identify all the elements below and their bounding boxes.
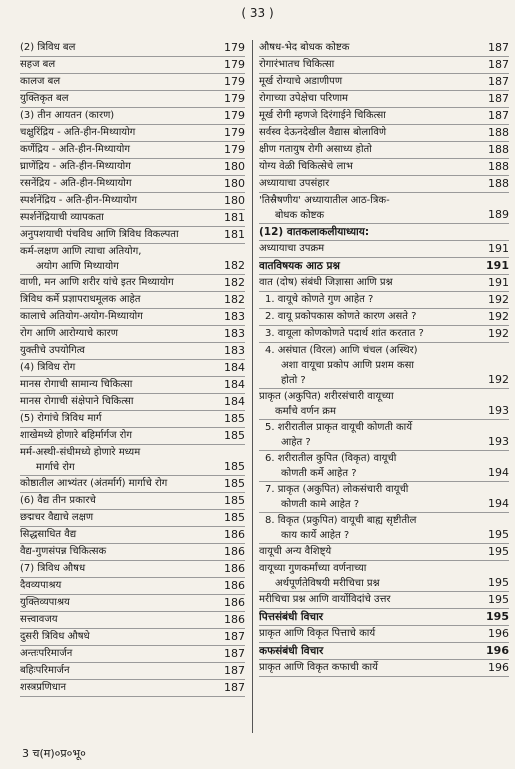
toc-entry-page: 187: [488, 58, 509, 71]
toc-entry: [259, 292, 509, 309]
toc-entry-page: 186: [224, 613, 245, 626]
toc-entry-page: 187: [488, 75, 509, 88]
toc-entry: [20, 680, 245, 697]
toc-entry-page: 187: [488, 109, 509, 122]
toc-entry-title: 4. असंघात (विरल) आणि चंचल (अस्थिर): [265, 345, 418, 356]
toc-entry: [20, 476, 245, 493]
toc-entry: [259, 592, 509, 609]
toc-entry-title-continued: कोणती कर्मे आहेत ?: [281, 468, 357, 479]
toc-entry: [20, 561, 245, 578]
toc-entry: [20, 292, 245, 309]
toc-entry-title: दैवव्यपाश्रय: [20, 580, 62, 591]
toc-left-column: [20, 40, 245, 733]
toc-entry-title: युक्तीचे उपयोगित्व: [20, 345, 85, 356]
toc-entry-title: स्पर्शनेंद्रियाची व्यापकता: [20, 212, 104, 223]
toc-entry: [259, 193, 509, 224]
toc-entry-page: 191: [488, 276, 509, 289]
toc-entry-page: 195: [486, 610, 509, 623]
toc-entry-title: (3) तीन आयतन (कारण): [20, 110, 115, 121]
toc-entry: [259, 513, 509, 544]
toc-entry-title: वातविषयक आठ प्रश्न: [259, 260, 340, 272]
toc-entry-page: 196: [488, 627, 509, 640]
toc-entry-title: अध्यायाचा उपक्रम: [259, 243, 325, 254]
toc-entry-page: 195: [488, 545, 509, 558]
toc-entry-page: 186: [224, 596, 245, 609]
toc-entry-title-continued: मार्गाचे रोग: [36, 462, 75, 473]
toc-entry: [20, 125, 245, 142]
toc-entry-title: पित्तसंबंधी विचार: [259, 611, 324, 623]
toc-entry-page: 180: [224, 160, 245, 173]
toc-entry-page: 195: [488, 576, 509, 589]
toc-entry-title: 5. शरीरातील प्राकृत वायूची कोणती कार्ये: [265, 422, 413, 433]
toc-entry-page: 180: [224, 177, 245, 190]
toc-entry: [20, 663, 245, 680]
toc-entry-title: औषध-भेद बोधक कोष्टक: [259, 42, 350, 53]
toc-entry-title: मानस रोगाची संक्षेपाने चिकित्सा: [20, 396, 134, 407]
toc-entry: [20, 309, 245, 326]
toc-entry: [259, 91, 509, 108]
toc-entry-title: 3. वायूला कोणकोणते पदार्थ शांत करतात ?: [265, 328, 424, 339]
toc-entry-page: 183: [224, 310, 245, 323]
toc-entry-page: 185: [224, 494, 245, 507]
toc-entry-title: स्पर्शनेंद्रिय - अति-हीन-मिथ्यायोग: [20, 195, 138, 206]
toc-entry-page: 185: [224, 429, 245, 442]
toc-entry: [20, 510, 245, 527]
toc-entry-title: सिद्धसाधित वैद्य: [20, 529, 77, 540]
toc-entry-page: 188: [488, 160, 509, 173]
toc-entry-title: कोष्ठातील आभ्यंतर (अंतर्मार्ग) मार्गाचे रोग: [20, 478, 168, 489]
toc-entry-page: 183: [224, 327, 245, 340]
toc-entry: [259, 258, 509, 275]
toc-entry-page: 187: [224, 630, 245, 643]
toc-entry: [20, 428, 245, 445]
toc-entry: [20, 176, 245, 193]
toc-entry-page: 179: [224, 109, 245, 122]
toc-entry-title: (4) त्रिविध रोग: [20, 362, 76, 373]
toc-entry: [259, 74, 509, 91]
toc-entry-page: 191: [488, 242, 509, 255]
toc-entry-page: 186: [224, 562, 245, 575]
toc-entry-title: मरीचिचा प्रश्न आणि वार्योविदांचे उत्तर: [259, 594, 391, 605]
toc-entry-page: 182: [224, 276, 245, 289]
toc-entry-title: वायूच्या गुणकर्मांच्या वर्णनाच्या: [259, 563, 367, 574]
toc-entry-title: कर्णेद्रिय - अति-हीन-मिथ्यायोग: [20, 144, 131, 155]
toc-entry-page: 185: [224, 511, 245, 524]
toc-entry-title: प्राकृत आणि विकृत पित्ताचे कार्य: [259, 628, 376, 639]
toc-entry-title-continued: काय कार्ये आहेत ?: [281, 530, 350, 541]
toc-entry-title: प्राकृत (अकुपित) शरीरसंचारी वायूच्या: [259, 391, 394, 402]
toc-entry-page: 194: [488, 466, 509, 479]
toc-entry: [20, 275, 245, 292]
toc-entry-page: 188: [488, 126, 509, 139]
toc-entry-page: 192: [488, 373, 509, 386]
toc-entry-page: 195: [488, 528, 509, 541]
toc-entry-title: 7. प्राकृत (अकुपित) लोकसंचारी वायूची: [265, 484, 409, 495]
toc-entry-page: 193: [488, 404, 509, 417]
toc-entry-title: कर्म-लक्षण आणि त्याचा अतियोग,: [20, 246, 142, 257]
toc-entry-page: 182: [224, 293, 245, 306]
toc-entry-page: 186: [224, 528, 245, 541]
toc-entry-page: 193: [488, 435, 509, 448]
toc-entry-title: युक्तिकृत बल: [20, 93, 69, 104]
toc-entry: [20, 646, 245, 663]
toc-entry-title: 2. वायू प्रकोपकास कोणते कारण असते ?: [265, 311, 417, 322]
toc-entry: [20, 244, 245, 275]
toc-entry-page: 180: [224, 194, 245, 207]
toc-entry-title: अनुपशयाची पंचविध आणि त्रिविध विकल्पता: [20, 229, 179, 240]
toc-entry-title: मूर्ख रोगी म्हणजे दिरंगाईने चिकित्सा: [259, 110, 386, 121]
toc-entry-page: 182: [224, 259, 245, 272]
toc-entry-page: 191: [486, 259, 509, 272]
toc-entry-title: घ्राणेंद्रिय - अति-हीन-मिथ्यायोग: [20, 161, 131, 172]
toc-entry: [259, 643, 509, 660]
toc-entry: [259, 561, 509, 592]
toc-entry: [259, 326, 509, 343]
toc-entry: [20, 377, 245, 394]
toc-entry: [259, 544, 509, 561]
toc-entry-title: कफसंबंधी विचार: [259, 645, 324, 657]
toc-entry-title-continued: आहेत ?: [281, 437, 311, 448]
toc-entry-page: 187: [488, 41, 509, 54]
toc-entry: [259, 275, 509, 292]
toc-entry-title: रोग आणि आरोग्याचे कारण: [20, 328, 118, 339]
toc-entry-title: कालाचे अतियोग-अयोग-मिथ्यायोग: [20, 311, 143, 322]
toc-entry-page: 186: [224, 545, 245, 558]
toc-entry-page: 192: [488, 293, 509, 306]
toc-entry-title: (7) त्रिविध औषध: [20, 563, 86, 574]
toc-entry-title-continued: अर्थपूर्णतेविषयी मरीचिचा प्रश्न: [275, 578, 380, 589]
toc-entry-title: छद्मचर वैद्याचे लक्षण: [20, 512, 94, 523]
toc-entry-title: दुसरी त्रिविध औषधे: [20, 631, 90, 642]
toc-entry-title: क्षीण गतायुष रोगी असाध्य होतो: [259, 144, 372, 155]
toc-entry-page: 188: [488, 143, 509, 156]
toc-entry-title-continued: होतो ?: [281, 375, 306, 386]
toc-entry: [20, 193, 245, 210]
toc-entry: [20, 142, 245, 159]
toc-entry: [20, 394, 245, 411]
toc-entry: [259, 451, 509, 482]
toc-entry-title: युक्तिव्यपाश्रय: [20, 597, 70, 608]
toc-entry-page: 179: [224, 143, 245, 156]
footer-signature: 3 च(म)०प्र०भू०: [22, 747, 86, 760]
toc-entry: [20, 578, 245, 595]
toc-entry-title: मर्म-अस्थी-संधीमध्ये होणारे मध्यम: [20, 447, 141, 458]
toc-entry-title: शस्त्रप्रणिधान: [20, 682, 67, 693]
toc-entry-page: 195: [488, 593, 509, 606]
toc-entry-title: सहज बल: [20, 59, 56, 70]
toc-entry-title: (5) रोगांचे त्रिविध मार्ग: [20, 413, 102, 424]
toc-entry: [20, 227, 245, 244]
toc-entry: [20, 57, 245, 74]
toc-entry-title-continued: कर्मांचे वर्णन क्रम: [275, 406, 336, 417]
toc-entry-page: 192: [488, 310, 509, 323]
toc-entry: [259, 309, 509, 326]
toc-entry-page: 186: [224, 579, 245, 592]
toc-entry-title: (2) त्रिविध बल: [20, 42, 76, 53]
toc-entry: [20, 629, 245, 646]
toc-entry-title: वैद्य-गुणसंपन्न चिकित्सक: [20, 546, 107, 557]
toc-entry: [20, 159, 245, 176]
toc-entry-title: वाणी, मन आणि शरीर यांचे इतर मिथ्यायोग: [20, 277, 174, 288]
toc-entry-page: 187: [488, 92, 509, 105]
toc-entry: [20, 74, 245, 91]
toc-entry-title: सत्त्वावजय: [20, 614, 58, 625]
toc-entry: [259, 626, 509, 643]
toc-entry: [20, 360, 245, 377]
toc-entry: [259, 482, 509, 513]
toc-entry: [20, 91, 245, 108]
toc-entry: [259, 57, 509, 74]
toc-entry-title: रसनेंद्रिय - अति-हीन-मिथ्यायोग: [20, 178, 132, 189]
toc-entry-title: 8. विकृत (प्रकुपित) वायूची बाह्य सृष्टीतील: [265, 515, 417, 526]
toc-entry: [20, 612, 245, 629]
toc-entry-title-continued: बोधक कोष्टक: [275, 210, 325, 221]
toc-entry-page: 179: [224, 41, 245, 54]
toc-entry-title: मूर्ख रोग्याचे अडाणीपण: [259, 76, 343, 87]
page-number: ( 33 ): [241, 6, 274, 20]
toc-entry-page: 187: [224, 681, 245, 694]
toc-entry: [259, 108, 509, 125]
toc-entry: [20, 108, 245, 125]
toc-entry-page: 179: [224, 92, 245, 105]
toc-entry-page: 188: [488, 177, 509, 190]
toc-entry-page: 187: [224, 664, 245, 677]
toc-entry-title: योग्य वेळी चिकित्सेचे लाभ: [259, 161, 353, 172]
toc-entry-page: 185: [224, 477, 245, 490]
toc-entry-title-continued: अयोग आणि मिथ्यायोग: [36, 261, 119, 272]
toc-entry: [259, 660, 509, 677]
toc-entry: [20, 544, 245, 561]
toc-entry: [20, 411, 245, 428]
toc-entry: [20, 210, 245, 227]
toc-entry-page: 185: [224, 412, 245, 425]
toc-entry-title: कालज बल: [20, 76, 61, 87]
toc-entry-title: सर्वस्व देऊनदेखील वैद्यास बोलाविणे: [259, 127, 387, 138]
toc-entry-title: 1. वायूचे कोणते गुण आहेत ?: [265, 294, 374, 305]
toc-entry-page: 179: [224, 58, 245, 71]
toc-entry-page: 194: [488, 497, 509, 510]
toc-entry-page: 196: [488, 661, 509, 674]
toc-entry-page: 184: [224, 361, 245, 374]
toc-entry: [259, 159, 509, 176]
toc-entry: [259, 389, 509, 420]
toc-entry: [20, 527, 245, 544]
toc-entry: [20, 40, 245, 57]
toc-entry: [259, 241, 509, 258]
toc-entry-title: रोगारंभातच चिकित्सा: [259, 59, 335, 70]
toc-entry-page: 196: [486, 644, 509, 657]
toc-entry-title: वायूची अन्य वैशिष्ट्ये: [259, 546, 332, 557]
toc-entry-title: वात (दोष) संबंधी जिज्ञासा आणि प्रश्न: [259, 277, 393, 288]
toc-entry-page: 181: [224, 228, 245, 241]
toc-entry-title: रोगाच्या उपेक्षेचा परिणाम: [259, 93, 349, 104]
toc-entry-title-continued: कोणती कामे आहेत ?: [281, 499, 360, 510]
toc-entry-title: शाखेमध्ये होणारे बहिर्मार्गज रोग: [20, 430, 132, 441]
toc-entry: [20, 326, 245, 343]
toc-entry: [20, 343, 245, 360]
toc-entry-title: मानस रोगाची सामान्य चिकित्सा: [20, 379, 133, 390]
toc-entry-page: 179: [224, 126, 245, 139]
toc-entry-page: 184: [224, 378, 245, 391]
toc-entry-title: 'तिस्रैषणीय' अध्यायातील आठ-त्रिक-: [259, 195, 390, 206]
toc-entry: [20, 445, 245, 476]
toc-entry-title: प्राकृत आणि विकृत कफाची कार्ये: [259, 662, 378, 673]
toc-entry: [20, 595, 245, 612]
toc-entry-page: 187: [224, 647, 245, 660]
toc-entry-title-continued: अशा वायूचा प्रकोप आणि प्रशम कसा: [281, 360, 414, 371]
toc-entry: [259, 125, 509, 142]
toc-entry-title: (12) वातकलाकलीयाध्याय:: [259, 226, 370, 238]
toc-entry-title: बहिःपरिमार्जन: [20, 665, 70, 676]
toc-entry-title: अध्यायाचा उपसंहार: [259, 178, 330, 189]
toc-entry-title: त्रिविध कर्मे प्रज्ञापराधमूलक आहेत: [20, 294, 141, 305]
toc-entry-title: अन्तःपरिमार्जन: [20, 648, 73, 659]
toc-entry: [259, 343, 509, 389]
toc-entry: [259, 176, 509, 193]
toc-entry-title: (6) वैद्य तीन प्रकारचे: [20, 495, 96, 506]
toc-entry: [259, 224, 509, 241]
toc-entry-page: 179: [224, 75, 245, 88]
toc-entry-page: 184: [224, 395, 245, 408]
toc-entry: [259, 142, 509, 159]
toc-entry-page: 181: [224, 211, 245, 224]
toc-right-column: [252, 40, 509, 733]
toc-entry-page: 192: [488, 327, 509, 340]
toc-entry: [259, 609, 509, 626]
toc-entry-title: 6. शरीरातील कुपित (विकृत) वायूची: [265, 453, 397, 464]
toc-entry: [259, 420, 509, 451]
toc-entry: [20, 493, 245, 510]
toc-entry-page: 185: [224, 460, 245, 473]
toc-entry: [259, 40, 509, 57]
toc-entry-title: चक्षुरिंद्रिय - अति-हीन-मिथ्यायोग: [20, 127, 136, 138]
toc-entry-page: 189: [488, 208, 509, 221]
toc-entry-page: 183: [224, 344, 245, 357]
